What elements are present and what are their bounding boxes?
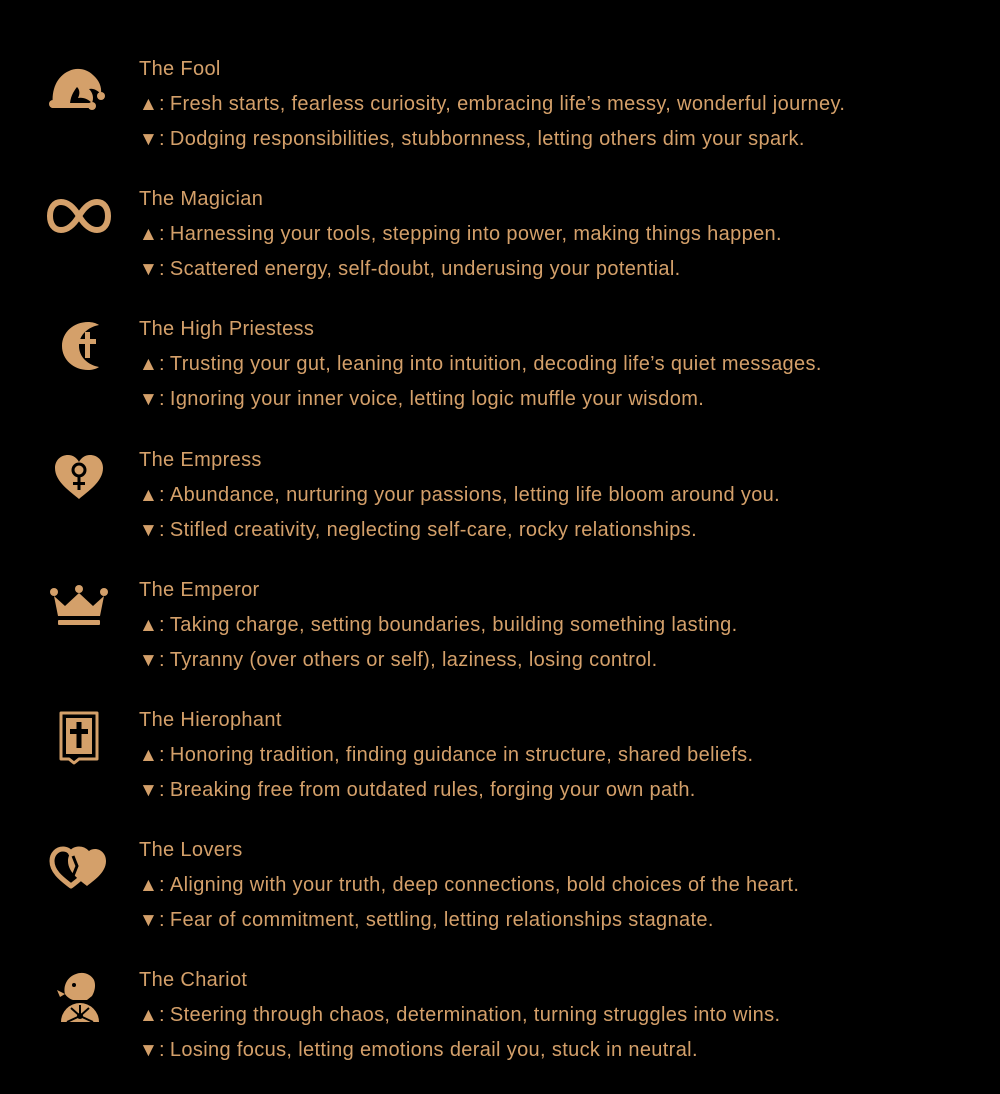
- heart-venus-icon: [45, 443, 113, 511]
- card-text: [139, 705, 989, 810]
- reversed-meaning: Tyranny (over others or self), laziness, losing control.: [169, 648, 658, 671]
- reversed-arrow-icon: ▼: [139, 259, 159, 281]
- card-title: The Lovers: [139, 839, 243, 862]
- card-title: The Emperor: [139, 578, 260, 601]
- upright-arrow-icon: ▲: [139, 94, 159, 115]
- card-text: [139, 575, 989, 680]
- separator: :: [159, 1004, 165, 1027]
- card-item: [0, 833, 1000, 963]
- upright-meaning: Fresh starts, fearless curiosity, embracing life’s messy, wonderful journey.: [169, 93, 846, 115]
- crescent-cross-icon: [45, 312, 113, 380]
- card-title: The Magician: [139, 188, 264, 211]
- separator: :: [159, 518, 165, 541]
- jester-hat-icon: [45, 52, 113, 120]
- separator: :: [159, 909, 165, 932]
- reversed-meaning: Stifled creativity, neglecting self-care, rocky relationships.: [169, 518, 698, 541]
- reversed-meaning: Dodging responsibilities, stubbornness, letting others dim your spark.: [169, 128, 805, 150]
- card-item: [0, 963, 1000, 1093]
- separator: :: [159, 223, 165, 246]
- reversed-arrow-icon: ▼: [139, 910, 159, 932]
- reversed-arrow-icon: ▼: [139, 779, 159, 801]
- separator: :: [159, 743, 165, 766]
- reversed-arrow-icon: ▼: [139, 519, 159, 541]
- reversed-arrow-icon: ▼: [139, 649, 159, 671]
- reversed-meaning-row: [139, 775, 989, 810]
- upright-meaning-row: [139, 870, 989, 905]
- card-text: [139, 54, 989, 159]
- card-title: The Hierophant: [139, 708, 282, 731]
- separator: :: [159, 483, 165, 506]
- upright-arrow-icon: ▲: [139, 1005, 159, 1027]
- tarot-card-list: [0, 52, 1000, 1094]
- upright-meaning: Aligning with your truth, deep connections, bold choices of the heart.: [169, 874, 800, 897]
- separator: :: [159, 778, 165, 801]
- upright-meaning: Steering through chaos, determination, turning struggles into wins.: [169, 1004, 781, 1027]
- card-text: [139, 965, 989, 1070]
- reversed-meaning-row: [139, 645, 989, 680]
- upright-meaning: Abundance, nurturing your passions, letting life bloom around you.: [169, 483, 781, 506]
- upright-meaning-row: [139, 480, 989, 515]
- separator: :: [159, 874, 165, 897]
- upright-meaning-row: [139, 1000, 989, 1035]
- upright-arrow-icon: ▲: [139, 354, 159, 376]
- upright-arrow-icon: ▲: [139, 224, 159, 246]
- reversed-meaning-row: [139, 905, 989, 940]
- card-title: The Empress: [139, 448, 262, 471]
- separator: :: [159, 353, 165, 376]
- upright-meaning-row: [139, 740, 989, 775]
- reversed-meaning-row: [139, 1035, 989, 1070]
- upright-arrow-icon: ▲: [139, 744, 159, 766]
- upright-arrow-icon: ▲: [139, 484, 159, 506]
- reversed-arrow-icon: ▼: [139, 389, 159, 411]
- upright-meaning: Honoring tradition, finding guidance in structure, shared beliefs.: [169, 743, 754, 766]
- upright-meaning: Trusting your gut, leaning into intuition, decoding life’s quiet messages.: [169, 353, 822, 376]
- holy-book-icon: [45, 703, 113, 771]
- separator: :: [159, 258, 165, 281]
- linked-hearts-icon: [45, 833, 113, 901]
- crown-icon: [45, 573, 113, 641]
- reversed-meaning-row: [139, 254, 989, 289]
- card-text: [139, 314, 989, 419]
- card-title: The Chariot: [139, 969, 248, 992]
- separator: :: [159, 93, 165, 115]
- separator: :: [159, 648, 165, 671]
- card-item: [0, 443, 1000, 573]
- card-item: [0, 573, 1000, 703]
- card-item: [0, 182, 1000, 312]
- reversed-meaning: Ignoring your inner voice, letting logic muffle your wisdom.: [169, 388, 705, 411]
- card-title: The Fool: [139, 58, 221, 80]
- upright-meaning-row: [139, 610, 989, 645]
- reversed-meaning: Losing focus, letting emotions derail you, stuck in neutral.: [169, 1039, 698, 1062]
- reversed-arrow-icon: ▼: [139, 1040, 159, 1062]
- infinity-icon: [45, 182, 113, 250]
- upright-meaning-row: [139, 349, 989, 384]
- card-text: [139, 835, 989, 940]
- upright-arrow-icon: ▲: [139, 614, 159, 636]
- upright-meaning-row: [139, 89, 989, 124]
- upright-meaning: Taking charge, setting boundaries, building something lasting.: [169, 613, 738, 636]
- reversed-meaning-row: [139, 384, 989, 419]
- card-item: [0, 312, 1000, 442]
- reversed-meaning-row: [139, 124, 989, 159]
- separator: :: [159, 1039, 165, 1062]
- separator: :: [159, 388, 165, 411]
- card-title: The High Priestess: [139, 318, 315, 341]
- knight-wheel-icon: [45, 963, 113, 1031]
- reversed-meaning: Fear of commitment, settling, letting relationships stagnate.: [169, 909, 714, 932]
- reversed-meaning: Breaking free from outdated rules, forging your own path.: [169, 778, 696, 801]
- card-item: [0, 52, 1000, 182]
- upright-meaning-row: [139, 219, 989, 254]
- separator: :: [159, 128, 165, 150]
- reversed-arrow-icon: ▼: [139, 129, 159, 150]
- upright-meaning: Harnessing your tools, stepping into power, making things happen.: [169, 223, 782, 246]
- card-text: [139, 445, 989, 550]
- reversed-meaning: Scattered energy, self-doubt, underusing your potential.: [169, 258, 681, 281]
- reversed-meaning-row: [139, 515, 989, 550]
- card-item: [0, 703, 1000, 833]
- separator: :: [159, 613, 165, 636]
- card-text: [139, 184, 989, 289]
- upright-arrow-icon: ▲: [139, 875, 159, 897]
